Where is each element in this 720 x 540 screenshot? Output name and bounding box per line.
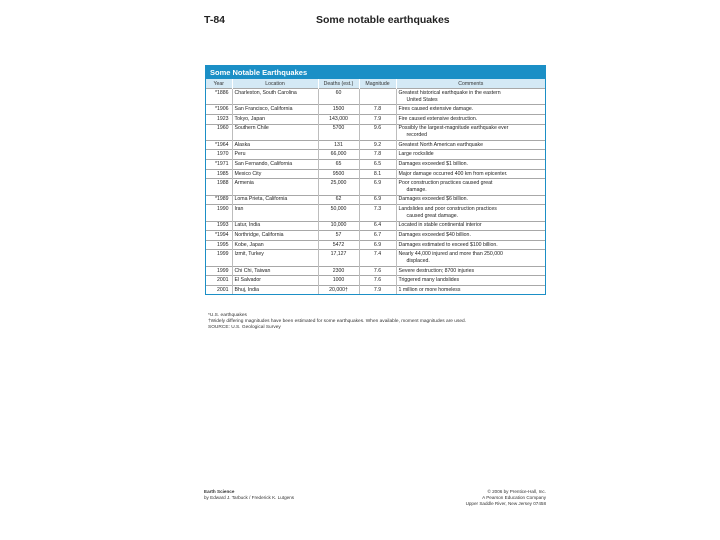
footer-book-info [204,489,294,501]
deaths-cell: 17,127 [318,250,359,266]
comment-text: Large rockslide [398,151,434,158]
comment-text: Possibly the largest-magnitude earthquake ever [398,125,509,132]
table-title: Some Notable Earthquakes [206,66,545,79]
comment-text: Triggered many landslides [398,277,460,284]
year-cell: *1971 [206,160,232,170]
magnitude-cell: 7.9 [359,114,396,124]
location-cell: Charleston, South Carolina [232,89,318,105]
note-magnitudes: †Widely differing magnitudes have been estimated for some earthquakes. When available, moment magnitudes are used. [208,319,467,324]
year-cell: 1988 [206,179,232,195]
deaths-cell: 62 [318,195,359,205]
comment-cell [396,240,545,250]
comment-cell [396,179,545,195]
comment-cell [396,285,545,294]
deaths-cell: 20,000† [318,285,359,294]
year-cell: *1886 [206,89,232,105]
location-cell: Kobe, Japan [232,240,318,250]
deaths-cell: 57 [318,231,359,241]
location-cell: El Salvador [232,276,318,286]
comment-cell [396,169,545,179]
year-cell: 1923 [206,114,232,124]
comment-text-continued: caused great damage. [406,212,459,219]
deaths-cell: 65 [318,160,359,170]
column-header-deaths: Deaths (est.) [318,79,359,89]
comment-text: 1 million or more homeless [398,286,461,293]
comment-cell [396,276,545,286]
deaths-cell: 10,000 [318,221,359,231]
magnitude-cell: 7.8 [359,150,396,160]
table-row [206,221,545,231]
year-cell: 1960 [206,124,232,140]
comment-text-continued: damage. [406,186,427,193]
location-cell: Alaska [232,140,318,150]
column-header-location: Location [232,79,318,89]
footer-address: Upper Saddle River, New Jersey 07458 [465,500,546,506]
deaths-cell: 143,000 [318,114,359,124]
table-header-row [206,79,545,89]
comment-cell [396,124,545,140]
comment-text: Located in stable continental interior [398,222,482,229]
location-cell: Northridge, California [232,231,318,241]
year-cell: *1994 [206,231,232,241]
earthquake-data-table [206,79,545,294]
comment-cell [396,250,545,266]
comment-text: Greatest historical earthquake in the eastern [398,89,501,96]
deaths-cell: 131 [318,140,359,150]
comment-text: Poor construction practices caused great [398,180,493,187]
location-cell: Bhuj, India [232,285,318,294]
comment-cell [396,231,545,241]
column-header-year: Year [206,79,232,89]
location-cell: Loma Prieta, California [232,195,318,205]
magnitude-cell: 7.8 [359,105,396,115]
magnitude-cell: 6.5 [359,160,396,170]
magnitude-cell: 9.2 [359,140,396,150]
year-cell: 1985 [206,169,232,179]
table-row [206,231,545,241]
magnitude-cell [359,89,396,105]
year-cell: *1906 [206,105,232,115]
deaths-cell: 60 [318,89,359,105]
table-notes [208,313,466,331]
deaths-cell: 5472 [318,240,359,250]
magnitude-cell: 7.3 [359,205,396,221]
location-cell: Iran [232,205,318,221]
location-cell: Tokyo, Japan [232,114,318,124]
comment-cell [396,221,545,231]
location-cell: Peru [232,150,318,160]
deaths-cell: 2300 [318,266,359,276]
table-row [206,195,545,205]
year-cell: 1970 [206,150,232,160]
deaths-cell: 5700 [318,124,359,140]
magnitude-cell: 7.4 [359,250,396,266]
location-cell: Armenia [232,179,318,195]
year-cell: 1995 [206,240,232,250]
footer-publisher: A Pearson Education Company [482,494,546,500]
table-row [206,124,545,140]
page-title: Some notable earthquakes [316,14,450,26]
magnitude-cell: 8.1 [359,169,396,179]
comment-cell [396,114,545,124]
comment-cell [396,160,545,170]
table-row [206,285,545,294]
year-cell: 2001 [206,276,232,286]
year-cell: 2001 [206,285,232,294]
location-cell: Mexico City [232,169,318,179]
deaths-cell: 1000 [318,276,359,286]
year-cell: *1989 [206,195,232,205]
table-row [206,160,545,170]
year-cell: 1999 [206,250,232,266]
table-row [206,150,545,160]
table-row [206,276,545,286]
table-row [206,205,545,221]
column-header-magnitude: Magnitude [359,79,396,89]
magnitude-cell: 6.7 [359,231,396,241]
footer-copyright: © 2006 by Prentice-Hall, Inc. [487,489,546,494]
magnitude-cell: 7.9 [359,285,396,294]
footer-book-title: Earth Science [204,489,235,494]
magnitude-cell: 6.9 [359,195,396,205]
location-cell: San Fernando, California [232,160,318,170]
magnitude-cell: 9.6 [359,124,396,140]
deaths-cell: 1500 [318,105,359,115]
note-source: SOURCE: U.S. Geological Survey [208,325,281,330]
comment-cell [396,205,545,221]
comment-cell [396,150,545,160]
magnitude-cell: 7.6 [359,266,396,276]
year-cell: 1990 [206,205,232,221]
location-cell: Chi Chi, Taiwan [232,266,318,276]
year-cell: 1993 [206,221,232,231]
location-cell: Southern Chile [232,124,318,140]
deaths-cell: 66,000 [318,150,359,160]
magnitude-cell: 6.9 [359,240,396,250]
table-row [206,250,545,266]
comment-text: Damages exceeded $40 billion. [398,232,471,239]
magnitude-cell: 6.4 [359,221,396,231]
year-cell: *1964 [206,140,232,150]
comment-text-continued: displaced. [406,257,430,264]
slide-code: T-84 [204,14,226,26]
comment-text: Fire caused extensive destruction. [398,115,478,122]
comment-text: Damages estimated to exceed $100 billion. [398,241,498,248]
footer-authors: by Edward J. Tarbuck / Frederick K. Lutgens [204,494,295,500]
comment-cell [396,140,545,150]
comment-text: Severe destruction; 8700 injuries [398,267,475,274]
magnitude-cell: 7.6 [359,276,396,286]
table-row [206,140,545,150]
location-cell: San Francisco, California [232,105,318,115]
comment-text-continued: recorded [406,132,427,139]
comment-text: Damages exceeded $6 billion. [398,196,468,203]
note-us-earthquakes: *U.S. earthquakes [208,313,247,318]
table-row [206,114,545,124]
deaths-cell: 9500 [318,169,359,179]
comment-text-continued: United States [406,96,438,103]
table-row [206,169,545,179]
comment-cell [396,105,545,115]
deaths-cell: 50,000 [318,205,359,221]
comment-text: Greatest North American earthquake [398,141,483,148]
magnitude-cell: 6.9 [359,179,396,195]
comment-cell [396,89,545,105]
earthquake-table [205,65,546,295]
table-row [206,105,545,115]
comment-text: Damages exceeded $1 billion. [398,160,468,167]
footer-publisher-info [466,489,546,506]
comment-text: Fires caused extensive damage. [398,106,474,113]
year-cell: 1999 [206,266,232,276]
comment-text: Nearly 44,000 injured and more than 250,000 [398,251,503,258]
table-row [206,240,545,250]
column-header-comments: Comments [396,79,545,89]
comment-text: Major damage occurred 400 km from epicenter. [398,170,508,177]
table-row [206,266,545,276]
comment-cell [396,266,545,276]
location-cell: Izmit, Turkey [232,250,318,266]
deaths-cell: 25,000 [318,179,359,195]
location-cell: Latur, India [232,221,318,231]
table-row [206,179,545,195]
table-row [206,89,545,105]
comment-cell [396,195,545,205]
comment-text: Landslides and poor construction practices [398,206,497,213]
